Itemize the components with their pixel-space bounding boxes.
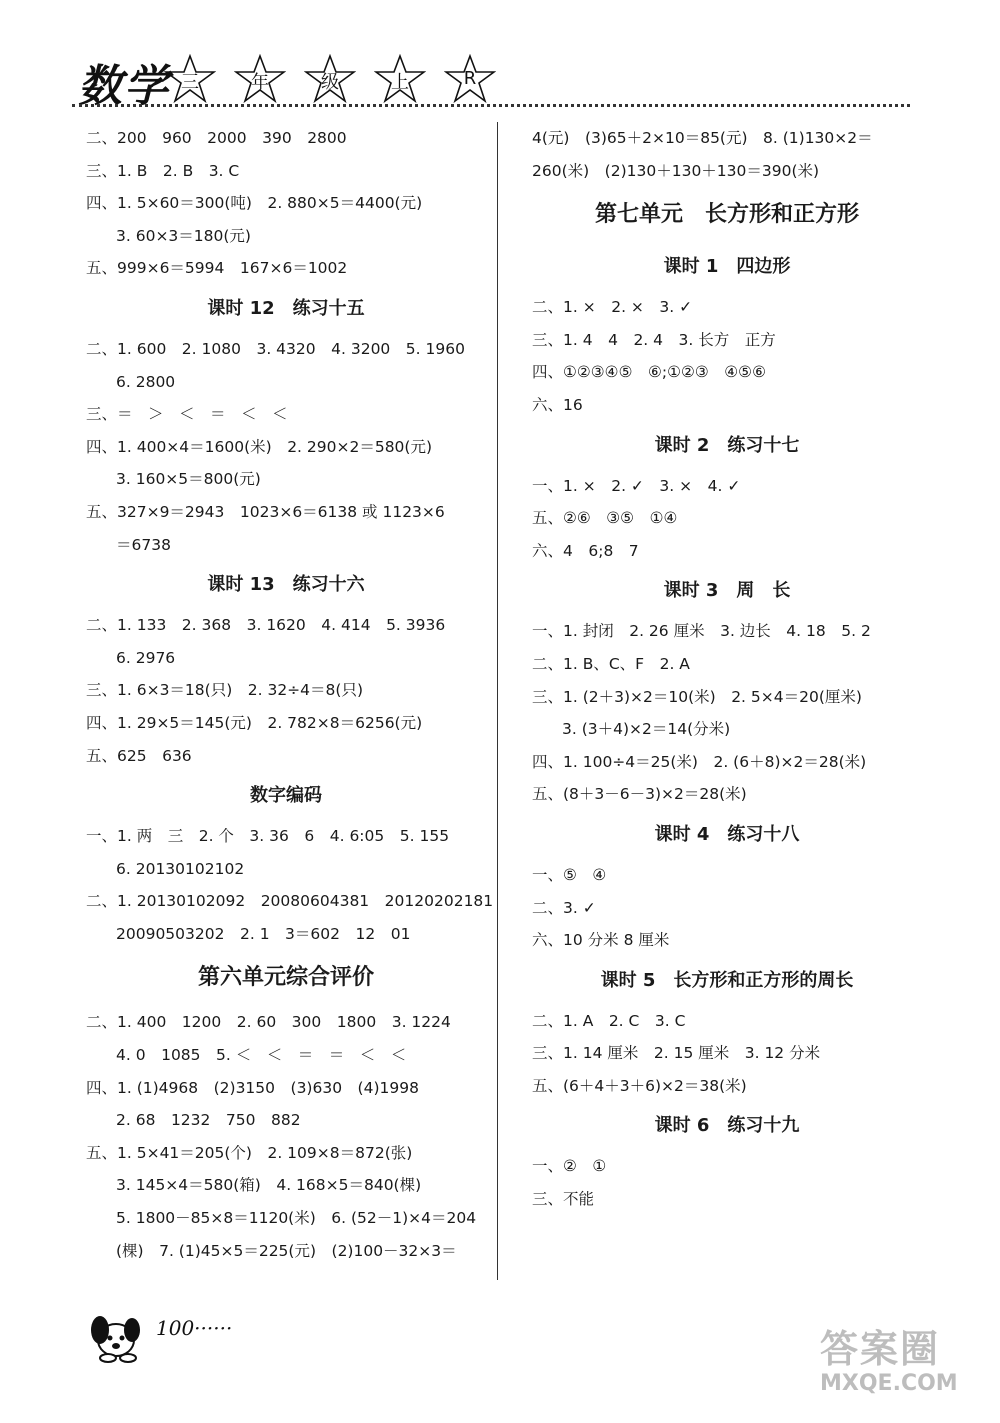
unit-heading: 第六单元综合评价	[197, 965, 374, 991]
answer-line: 一、1. 封闭 2. 26 厘米 3. 边长 4. 18 5. 2	[532, 622, 871, 641]
answer-line: 5. 1800－85×8＝1120(米) 6. (52－1)×4＝204	[116, 1209, 477, 1228]
lesson-heading: 课时 13 练习十六	[207, 574, 365, 596]
answer-line: 二、3. ✓	[532, 898, 596, 917]
answer-line: 六、16	[532, 395, 583, 414]
lesson-heading: 数字编码	[250, 785, 322, 807]
left-column	[86, 122, 494, 1267]
answer-line: 二、1. 20130102092 20080604381 20120202181	[86, 892, 494, 911]
answer-line: 二、1. 600 2. 1080 3. 4320 4. 3200 5. 1960	[86, 339, 465, 358]
lesson-heading: 课时 4 练习十八	[654, 823, 800, 845]
right-column	[532, 122, 922, 1216]
lesson-heading: 课时 12 练习十五	[207, 297, 365, 319]
answer-line: 三、＝ ＞ ＜ ＝ ＜ ＜	[86, 405, 288, 424]
subject-title: 数学	[78, 61, 170, 112]
answer-line: 三、1. 4 4 2. 4 3. 长方 正方	[532, 330, 776, 349]
answer-line: (棵) 7. (1)45×5＝225(元) (2)100－32×3＝	[116, 1241, 457, 1260]
answer-line: 五、1. 5×41＝205(个) 2. 109×8＝872(张)	[86, 1143, 413, 1162]
answer-line: 五、999×6＝5994 167×6＝1002	[86, 259, 348, 278]
lesson-heading: 课时 5 长方形和正方形的周长	[600, 969, 854, 991]
answer-line: 20090503202 2. 1 3＝602 12 01	[116, 924, 411, 943]
answer-line: 二、1. × 2. × 3. ✓	[532, 298, 693, 317]
page-number: 100······	[156, 1316, 233, 1340]
answer-line: 四、1. 100÷4＝25(米) 2. (6＋8)×2＝28(米)	[532, 752, 867, 771]
lesson-heading: 课时 6 练习十九	[654, 1115, 800, 1137]
answer-line: 3. 160×5＝800(元)	[116, 470, 261, 489]
answer-line: 一、1. 两 三 2. 个 3. 36 6 4. 6:05 5. 155	[86, 827, 450, 846]
answer-line: 3. 145×4＝580(箱) 4. 168×5＝840(棵)	[116, 1176, 422, 1195]
answer-line: 6. 2976	[116, 648, 176, 667]
answer-line: 二、1. B、C、F 2. A	[532, 654, 690, 673]
answer-line: 二、1. A 2. C 3. C	[532, 1011, 686, 1030]
answer-line: 2. 68 1232 750 882	[116, 1111, 301, 1130]
answer-line: 五、327×9＝2943 1023×6＝6138 或 1123×6	[86, 502, 445, 521]
grade-star-label: R	[463, 68, 477, 89]
header-divider	[72, 104, 910, 107]
grade-star	[304, 54, 356, 104]
answer-line: 四、①②③④⑤ ⑥;①②③ ④⑤⑥	[532, 363, 766, 382]
answer-line: ＝6738	[116, 535, 171, 554]
lesson-heading: 课时 3 周 长	[663, 580, 791, 602]
answer-line: 3. (3＋4)×2＝14(分米)	[562, 720, 731, 739]
answer-line: 4(元) (3)65＋2×10＝85(元) 8. (1)130×2＝	[532, 129, 873, 147]
answer-line: 二、200 960 2000 390 2800	[86, 129, 347, 147]
grade-star	[374, 54, 426, 104]
answer-line: 4. 0 1085 5. ＜ ＜ ＝ ＝ ＜ ＜	[116, 1046, 407, 1065]
answer-line: 二、1. 400 1200 2. 60 300 1800 3. 1224	[86, 1013, 451, 1032]
answer-line: 六、4 6;8 7	[532, 541, 639, 560]
answer-line: 三、1. 6×3＝18(只) 2. 32÷4＝8(只)	[86, 681, 363, 700]
answer-line: 三、1. (2＋3)×2＝10(米) 2. 5×4＝20(厘米)	[532, 687, 862, 706]
unit-heading: 第七单元 长方形和正方形	[594, 202, 859, 228]
answer-line: 五、(8＋3－6－3)×2＝28(米)	[532, 785, 747, 804]
answer-line: 三、1. 14 厘米 2. 15 厘米 3. 12 分米	[532, 1044, 821, 1063]
answer-line: 一、1. × 2. ✓ 3. × 4. ✓	[532, 476, 741, 495]
answer-line: 二、1. 133 2. 368 3. 1620 4. 414 5. 3936	[86, 616, 446, 635]
grade-star-label: 级	[321, 72, 339, 93]
answer-line: 一、② ①	[532, 1157, 607, 1176]
answer-line: 一、⑤ ④	[532, 865, 607, 884]
answer-line: 260(米) (2)130＋130＋130＝390(米)	[532, 161, 820, 180]
answer-line: 四、1. 400×4＝1600(米) 2. 290×2＝580(元)	[86, 437, 433, 456]
answer-line: 六、10 分米 8 厘米	[532, 931, 670, 950]
grade-star	[444, 54, 496, 104]
watermark-text: 答案圈	[820, 1327, 941, 1371]
answer-line: 四、1. (1)4968 (2)3150 (3)630 (4)1998	[86, 1078, 419, 1097]
lesson-heading: 课时 1 四边形	[663, 256, 791, 278]
grade-stars	[164, 54, 496, 104]
answer-line: 四、1. 5×60＝300(吨) 2. 880×5＝4400(元)	[86, 194, 423, 213]
answer-line: 6. 2800	[116, 372, 176, 391]
grade-star-label: 三	[181, 72, 199, 93]
grade-star	[234, 54, 286, 104]
answer-line: 3. 60×3＝180(元)	[116, 226, 251, 245]
answer-line: 五、(6＋4＋3＋6)×2＝38(米)	[532, 1076, 747, 1095]
answer-line: 三、不能	[532, 1190, 595, 1209]
watermark-url: MXQE.COM	[820, 1371, 958, 1396]
answer-line: 四、1. 29×5＝145(元) 2. 782×8＝6256(元)	[86, 713, 423, 732]
watermark	[820, 1318, 990, 1418]
grade-star	[164, 54, 216, 104]
dog-mascot-icon	[86, 1306, 154, 1364]
answer-line: 6. 20130102102	[116, 859, 245, 878]
answer-line: 三、1. B 2. B 3. C	[86, 161, 240, 180]
grade-star-label: 上	[391, 72, 409, 93]
column-divider	[497, 122, 498, 1280]
page-footer	[86, 1306, 286, 1366]
lesson-heading: 课时 2 练习十七	[654, 434, 800, 456]
answer-line: 五、②⑥ ③⑤ ①④	[532, 509, 678, 528]
answer-line: 五、625 636	[86, 746, 192, 765]
grade-star-label: 年	[251, 72, 269, 93]
